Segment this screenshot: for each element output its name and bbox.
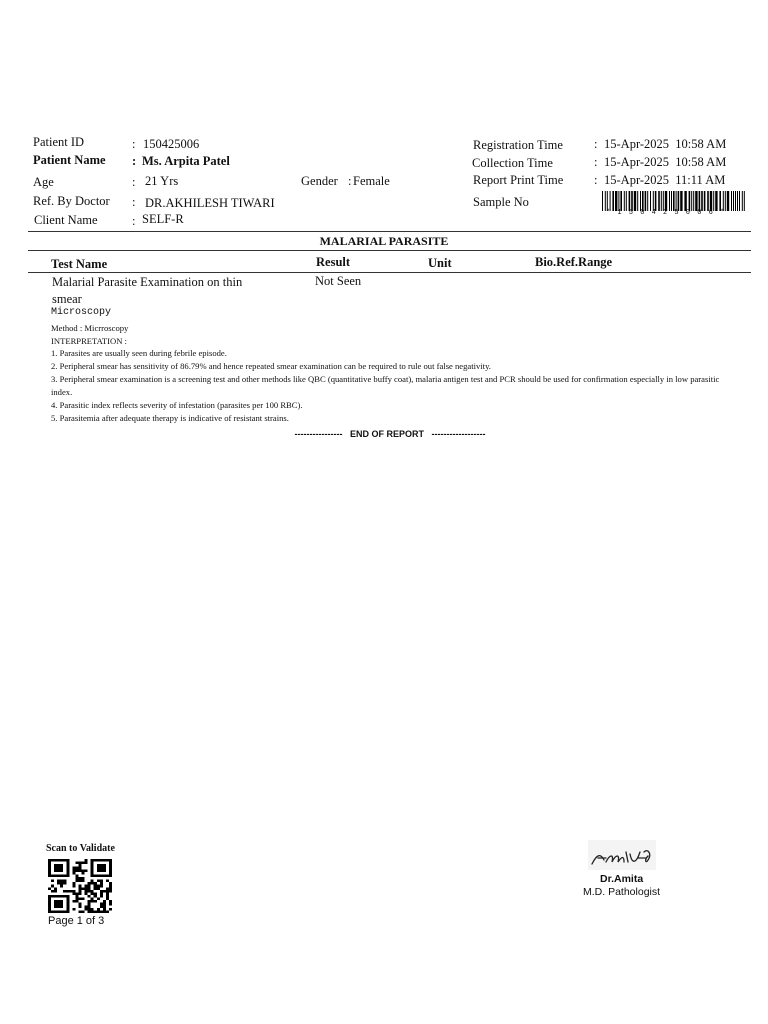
header-result: Result: [316, 255, 351, 269]
colon: :: [132, 154, 137, 168]
collection-time-value: 15-Apr-2025 10:58 AM: [604, 155, 727, 169]
sample-barcode: [602, 191, 746, 211]
divider: [28, 231, 751, 232]
colon: :: [132, 137, 136, 151]
registration-time-label: Registration Time: [473, 138, 563, 152]
section-title: [0, 234, 768, 249]
report-print-time-value: 15-Apr-2025 11:11 AM: [604, 173, 726, 187]
colon: :: [594, 155, 598, 169]
interpretation-item: 5. Parasitemia after adequate therapy is indicative of resistant strains.: [51, 413, 289, 423]
colon: :: [132, 214, 136, 228]
gender-value: Female: [353, 174, 390, 188]
colon: :: [132, 175, 136, 189]
result-value: Not Seen: [315, 274, 362, 288]
gender-label: Gender: [301, 174, 338, 188]
header-test-name: Test Name: [51, 257, 108, 271]
scan-to-validate-label: Scan to Validate: [46, 843, 115, 854]
section-title-text: MALARIAL PARASITE: [319, 234, 449, 248]
interpretation-item: 1. Parasites are usually seen during febrile episode.: [51, 348, 227, 358]
age-value: 21 Yrs: [145, 174, 179, 188]
header-unit: Unit: [428, 256, 452, 270]
client-name-value: SELF-R: [142, 212, 184, 226]
divider: [28, 272, 751, 273]
colon: :: [594, 137, 598, 151]
end-of-report: ---------------- END OF REPORT ------------------: [294, 429, 486, 439]
patient-name-label: Patient Name: [33, 153, 106, 167]
header-range: Bio.Ref.Range: [535, 255, 613, 269]
barcode-text: *150425006*: [606, 209, 732, 217]
interpretation-title: INTERPRETATION :: [51, 336, 127, 346]
colon: :: [348, 174, 352, 188]
patient-id-label: Patient ID: [33, 135, 85, 149]
page-number: Page 1 of 3: [48, 915, 105, 927]
sample-no-label: Sample No: [473, 195, 529, 209]
ref-doctor-label: Ref. By Doctor: [33, 194, 110, 208]
patient-name-value: Ms. Arpita Patel: [142, 154, 230, 168]
doctor-name: Dr.Amita: [600, 873, 644, 885]
report-print-time-label: Report Print Time: [473, 173, 564, 187]
qr-code[interactable]: [48, 859, 112, 913]
age-label: Age: [33, 175, 54, 189]
colon: :: [594, 173, 598, 187]
interpretation-item: 4. Parasitic index reflects severity of infestation (parasites per 100 RBC).: [51, 400, 303, 410]
ref-doctor-value: DR.AKHILESH TIWARI: [145, 196, 275, 210]
client-name-label: Client Name: [34, 213, 98, 227]
collection-time-label: Collection Time: [472, 156, 553, 170]
method-text: Method : Micrroscopy: [51, 323, 129, 333]
interpretation-item: 2. Peripheral smear has sensitivity of 86.79% and hence repeated smear examination can be required to rule out false negativity.: [51, 361, 491, 371]
divider: [28, 250, 751, 251]
colon: :: [132, 195, 136, 209]
patient-id-value: 150425006: [143, 137, 200, 151]
doctor-title: M.D. Pathologist: [583, 886, 661, 898]
test-name-line1: Malarial Parasite Examination on thin: [52, 275, 243, 289]
test-name-line2: smear: [52, 292, 82, 306]
interpretation-item: 3. Peripheral smear examination is a screening test and other methods like QBC (quantitative buffy coat), malaria antigen test and PCR should be used for confirmation especially in low parasitic index.: [51, 374, 720, 397]
test-subtitle: Microscopy: [51, 307, 112, 318]
registration-time-value: 15-Apr-2025 10:58 AM: [604, 137, 727, 151]
signature-image: [586, 838, 658, 872]
interpretation-list: [51, 347, 731, 425]
